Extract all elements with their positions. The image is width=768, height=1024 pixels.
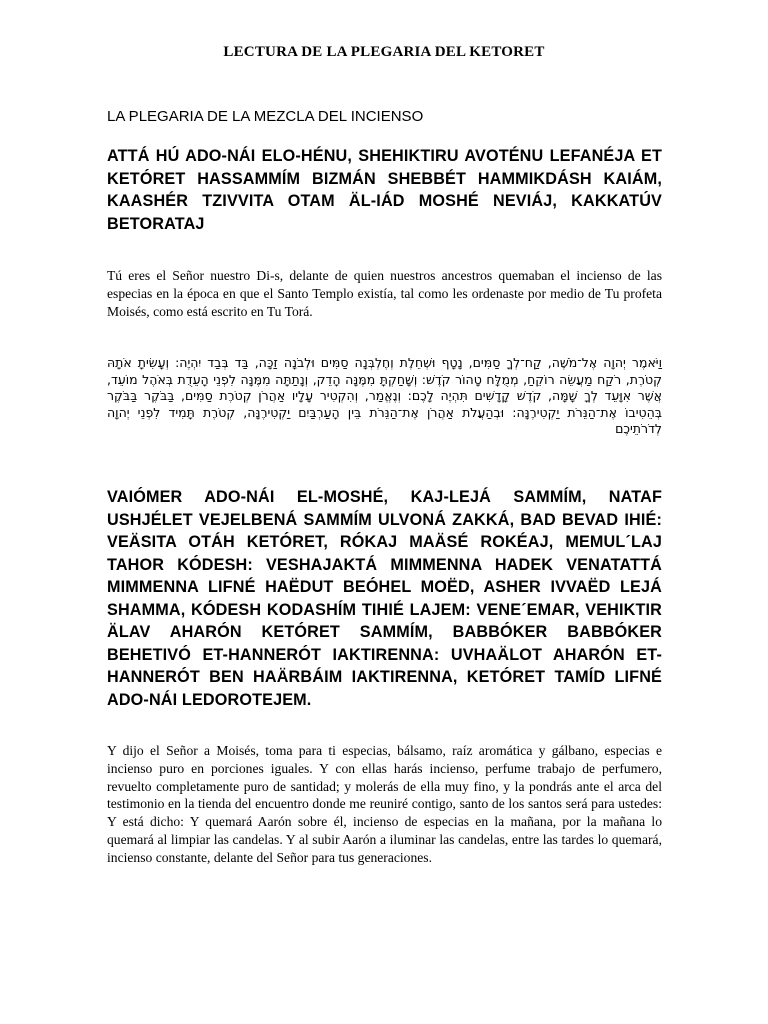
section-subtitle: LA PLEGARIA DE LA MEZCLA DEL INCIENSO [107,108,424,125]
transliteration-paragraph-2: VAIÓMER ADO-NÁI EL-MOSHÉ, KAJ-LEJÁ SAMMÍM, NATAF USHJÉLET VEJELBENÁ SAMMÍM ULVONÁ ZAKKÁ, BAD BEVAD IHIÉ: VEÄSITA OTÁH KETÓRET, RÓKAJ MAÄSÉ ROKÉAJ, MEMUL´LAJ TAHOR KÓDESH: VESHAJAKTÁ MIMMENNA HADEK VENATATTÁ MIMMENNA LIFNÉ HAËDUT BEÓHEL MOËD, ASHER IVVAËD LEJÁ SHAMMA, KÓDESH KODASHÍM TIHIÉ LAJEM: VENE´EMAR, VEHIKTIR ÄLAV AHARÓN KETÓRET SAMMÍM, BABBÓKER BABBÓKER BEHETIVÓ ET-HANNERÓT IAKTIRENNA: UVHAÄLOT AHARÓN ET-HANNERÓT BEN HAÄRBÁIM IAKTIRENNA, KETÓRET TAMÍD LIFNÉ ADO-NÁI LEDOROTEJEM. [107,488,662,709]
document-title: LECTURA DE LA PLEGARIA DEL KETORET [223,44,545,60]
transliteration-paragraph-1: ATTÁ HÚ ADO-NÁI ELO-HÉNU, SHEHIKTIRU AVOTÉNU LEFANÉJA ET KETÓRET HASSAMMÍM BIZMÁN SHEBBÉT HAMMIKDÁSH KAIÁM, KAASHÉR TZIVVITA OTAM ÄL-IÁD MOSHÉ NEVIÁJ, KAKKATÚV BETORATAJ [107,147,662,233]
spanish-paragraph-1: Tú eres el Señor nuestro Di-s, delante de quien nuestros ancestros quemaban el incienso de las especias en la época en que el Santo Templo existía, tal como les ordenaste por medio de Tu profeta Moisés, como está escrito en Tu Torá. [107,268,662,319]
hebrew-paragraph: וַיֹּאמֶר יְהוָה אֶל־מֹשֶׁה, קַח־לְךָ סַמִּים, נָטָף וּשְׁחֵלֶת וְחֶלְבְּנָה סַמִּים וּלְבֹנָה זַכָּה, בַּד בְּבַד יִהְיֶה: וְעָשִׂיתָ אֹתָהּ קְטֹרֶת, רֹקַח מַעֲשֵׂה רוֹקֵחַ, מְמֻלָּח טָהוֹר קֹדֶשׁ: וְשָׁחַקְתָּ מִמֶּנָּה הָדֵק, וְנָתַתָּה מִמֶּנָּה לִפְנֵי הָעֵדֻת בְּאֹהֶל מוֹעֵד, אֲשֶׁר אִוָּעֵד לְךָ שָׁמָּה, קֹדֶשׁ קָדָשִׁים תִּהְיֶה לָכֶם: וְנֶאֱמַר, וְהִקְטִיר עָלָיו אַהֲרֹן קְטֹרֶת סַמִּים, בַּבֹּקֶר בַּבֹּקֶר בְּהֵטִיבוֹ אֶת־הַנֵּרֹת יַקְטִירֶנָּה: וּבְהַעֲלֹת אַהֲרֹן אֶת־הַנֵּרֹת בֵּין הָעַרְבַּיִם יַקְטִירֶנָּה, קְטֹרֶת תָּמִיד לִפְנֵי יְהוָה לְדֹרֹתֵיכֶם [107,355,662,437]
spanish-paragraph-2: Y dijo el Señor a Moisés, toma para ti especias, bálsamo, raíz aromática y gálbano, especias e incienso puro en porciones iguales. Y con ellas harás incienso, perfume trabajo de perfumero, revuelto completamente puro de santidad; y molerás de ella muy fino, y la pondrás ante el arca del testimonio en la tienda del encuentro donde me reuniré contigo, santo de los santos será para ustedes: Y está dicho: Y quemará Aarón sobre él, incienso de especias en la mañana, por la mañana lo quemará al limpiar las candelas. Y al subir Aarón a iluminar las candelas, entre las tardes lo quemará, incienso constante, delante del Señor para tus generaciones. [107,743,662,865]
